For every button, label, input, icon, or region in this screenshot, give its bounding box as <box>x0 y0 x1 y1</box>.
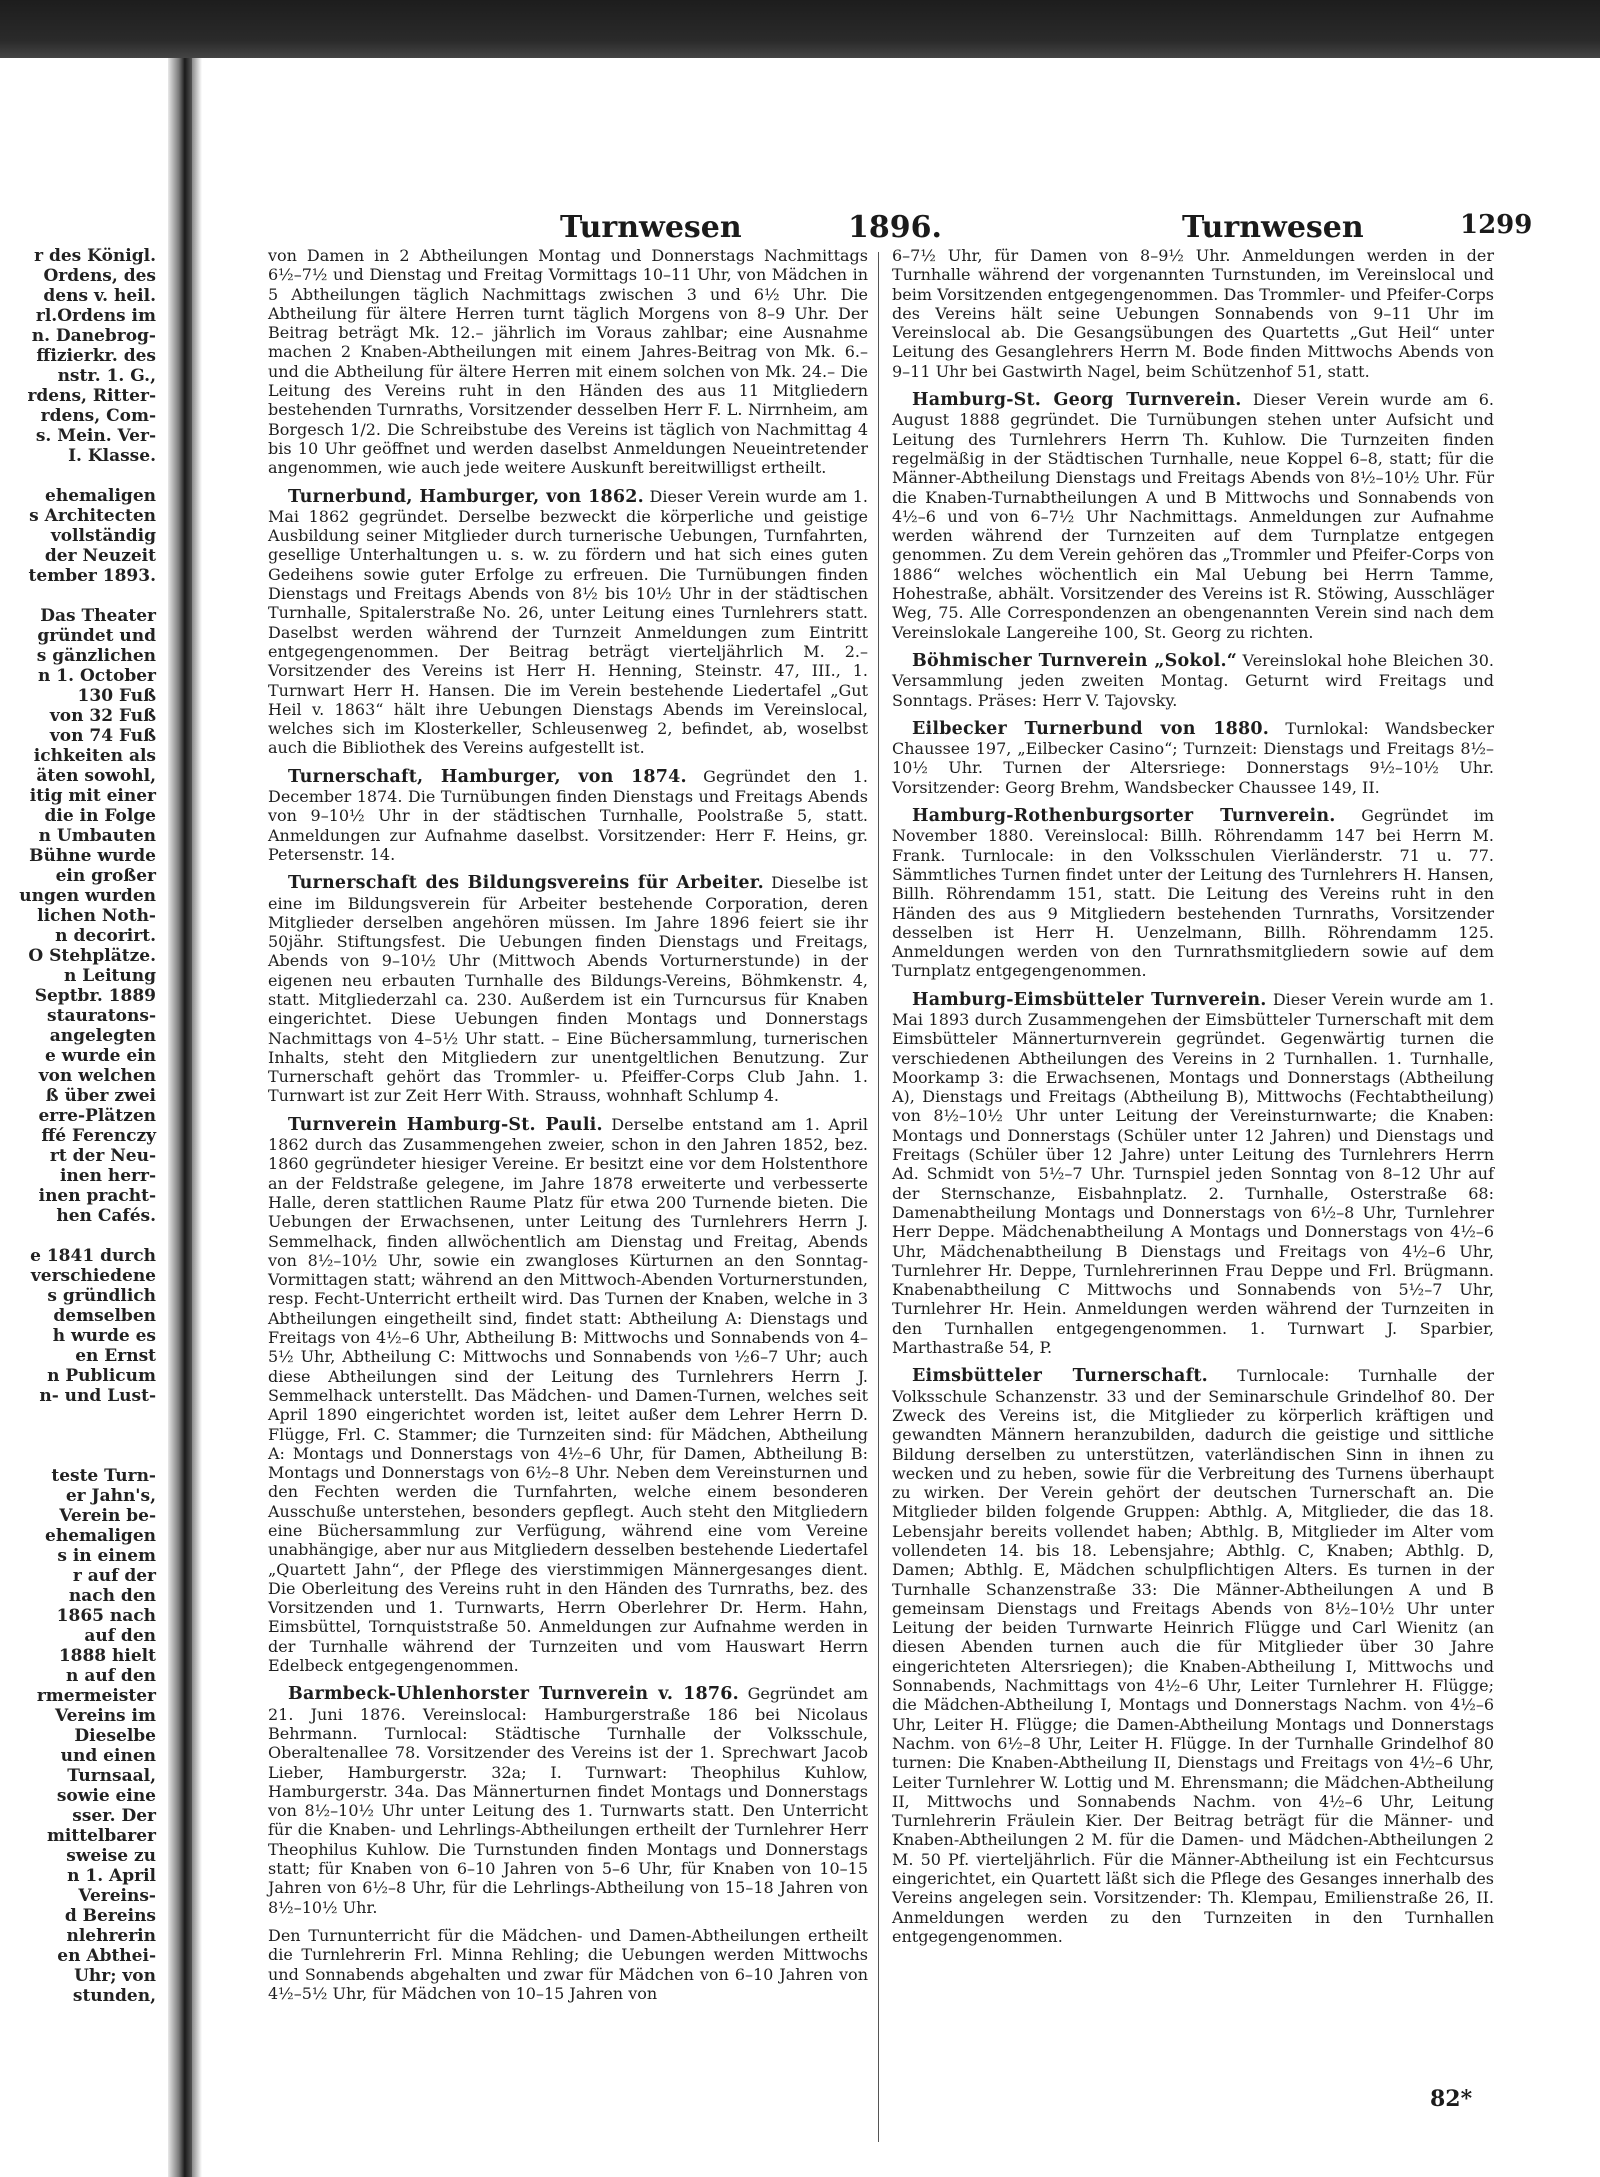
entry-paragraph <box>268 1684 868 1917</box>
entry-text: Turnlokal: Wandsbecker Chaussee 197, „Eilbecker Casino“; Turnzeit: Dienstags und Freitags 8½–10½ Uhr. Turnen der Altersriege: Donnerstags 9½–10½ Uhr. Vorsitzender: Georg Brehm, Wandsbecker Chaussee 149, II. <box>892 718 1495 797</box>
entry-title: Böhmischer Turnverein „Sokol.“ <box>912 650 1237 671</box>
entry-paragraph <box>268 767 868 864</box>
prev-page-gap <box>0 586 162 606</box>
book-gutter <box>168 58 192 2177</box>
signature-mark: 82* <box>1430 2086 1473 2112</box>
prev-page-line: Vereins im <box>55 1706 156 1726</box>
entry-paragraph <box>892 390 1494 642</box>
prev-page-line: nlehrerin <box>66 1926 156 1946</box>
prev-page-line: n Publicum <box>47 1366 156 1386</box>
prev-page-line: rdens, Com- <box>40 406 156 426</box>
prev-page-gap <box>0 1426 162 1446</box>
prev-page-line: ß über zwei <box>45 1086 156 1106</box>
entry-paragraph <box>892 246 1494 381</box>
running-head-year: 1896. <box>848 210 942 245</box>
prev-page-line: itig mit einer <box>29 786 156 806</box>
running-head-left: Turnwesen <box>560 210 742 245</box>
prev-page-line: tember 1893. <box>28 566 156 586</box>
prev-page-line: sowie eine <box>56 1786 156 1806</box>
prev-page-line: von 32 Fuß <box>49 706 156 726</box>
prev-page-gap <box>0 1446 162 1466</box>
entry-paragraph <box>892 719 1494 797</box>
prev-page-line: O Stehplätze. <box>28 946 156 966</box>
prev-page-line: Verein be- <box>59 1506 156 1526</box>
prev-page-line: n 1. October <box>38 666 156 686</box>
prev-page-line: n- und Lust- <box>39 1386 156 1406</box>
entry-title: Turnverein Hamburg-St. Pauli. <box>288 1114 603 1135</box>
prev-page-line: s Architecten <box>29 506 156 526</box>
prev-page-line: n Leitung <box>64 966 156 986</box>
prev-page-line: n. Danebrog- <box>31 326 156 346</box>
prev-page-line: e 1841 durch <box>30 1246 156 1266</box>
prev-page-line: auf den <box>84 1626 156 1646</box>
entry-text: Den Turnunterricht für die Mädchen- und Damen-Abtheilungen ertheilt die Turnlehrerin Frl. Minna Rehling; die Uebungen werden Mittwochs und Sonnabends abgehalten und zwar für Mädchen von 6–10 Jahren von 4½–5½ Uhr, für Mädchen von 10–15 Jahren von <box>268 1925 868 2003</box>
prev-page-line: 1865 nach <box>56 1606 156 1626</box>
prev-page-gap <box>0 466 162 486</box>
prev-page-line: d Bereins <box>64 1906 156 1926</box>
entry-paragraph <box>892 651 1494 710</box>
prev-page-line: ungen wurden <box>19 886 156 906</box>
prev-page-line: rmermeister <box>36 1686 156 1706</box>
prev-page-line: e wurde ein <box>45 1046 156 1066</box>
entry-paragraph <box>892 990 1494 1358</box>
prev-page-line: en Ernst <box>75 1346 156 1366</box>
prev-page-line: inen herr- <box>59 1166 156 1186</box>
left-column <box>268 246 868 2012</box>
entry-paragraph <box>892 806 1494 981</box>
column-divider <box>878 252 879 2142</box>
prev-page-line: äten sowohl, <box>36 766 156 786</box>
entry-text: von Damen in 2 Abtheilungen Montag und Donnerstags Nachmittags 6½–7½ und Dienstag und Freitag Vormittags 10–11 Uhr, von Mädchen in 5 Abtheilungen täglich Nachmittags zwischen 3 und 6½ Uhr. Die Abtheilung für ältere Herren turnt täglich Morgens von 8–9 Uhr. Der Beitrag beträgt Mk. 12.– jährlich im Voraus zahlbar; eine Ausnahme machen 2 Knaben-Abtheilungen mit einem Jahres-Beitrag von Mk. 6.– und die Abtheilung für ältere Herren mit einem solchen von Mk. 24.– Die Leitung des Vereins ruht in den Händen des aus 11 Mitgliedern bestehenden Turnraths, Vorsitzender desselben Herr F. L. Nirrnheim, am Borgesch 1/2. Die Schreibstube des Vereins ist täglich von Nachmittag 4 bis 10 Uhr geöffnet und werden daselbst Anmeldungen Neueintretender angenommen, wie auch jede weitere Auskunft bereitwilligst ertheilt. <box>268 246 868 478</box>
prev-page-line: von welchen <box>38 1066 156 1086</box>
prev-page-line: n decorirt. <box>55 926 156 946</box>
prev-page-line: rl.Ordens im <box>35 306 156 326</box>
entry-text: 6–7½ Uhr, für Damen von 8–9½ Uhr. Anmeldungen werden in der Turnhalle während der vorgenannten Turnstunden, im Vereinslocal und beim Vorsitzenden entgegengenommen. Das Trommler- und Pfeifer-Corps des Vereins hält seine Uebungen Sonnabends von 9–11 Uhr im Vereinslocal ab. Die Gesangsübungen des Quartetts „Gut Heil“ unter Leitung des Gesanglehrers Herrn M. Bode finden Mittwochs Abends von 9–11 Uhr bei Gastwirth Nagel, beim Schützenhof 51, statt. <box>892 246 1494 381</box>
prev-page-line: rdens, Ritter- <box>27 386 156 406</box>
prev-page-line: sweise zu <box>66 1846 156 1866</box>
entry-title: Barmbeck-Uhlenhorster Turnverein v. 1876. <box>288 1684 739 1705</box>
entry-text: Vereinslokal hohe Bleichen 30. Versammlung jeden zweiten Montag. Geturnt wird Freitags und Sonntags. Präses: Herr V. Tajovsky. <box>892 650 1494 710</box>
prev-page-gap <box>0 1406 162 1426</box>
prev-page-line: s gänzlichen <box>36 646 156 666</box>
prev-page-line: en Abthei- <box>57 1946 156 1966</box>
prev-page-line: er Jahn's, <box>65 1486 156 1506</box>
page-number: 1299 <box>1460 210 1533 240</box>
prev-page-line: Vereins- <box>78 1886 156 1906</box>
entry-text: Gegründet am 21. Juni 1876. Vereinslocal: Hamburgerstraße 186 bei Nicolaus Behrmann. Turnlocal: Städtische Turnhalle der Volksschule, Oberaltenallee 78. Vorsitzender des Vereins ist der 1. Sprechwart Jacob Lieber, Hamburgerstr. 32a; I. Turnwart: Theophilus Kuhlow, Hamburgerstr. 34a. Das Männerturnen findet Montags und Donnerstags von 8½–10½ Uhr unter Leitung des 1. Turnwarts statt. Den Unterricht für die Knaben- und Lehrlings-Abtheilungen ertheilt der Turnlehrer Herr Theophilus Kuhlow. Die Turnstunden finden Montags und Donnerstags statt; für Knaben von 6–10 Jahren von 5–6 Uhr, für Knaben von 10–15 Jahren von 6½–8 Uhr, für die Lehrlings-Abtheilung von 15–18 Jahren von 8½–10½ Uhr. <box>268 1684 868 1917</box>
prev-page-line: 130 Fuß <box>77 686 156 706</box>
prev-page-line: h wurde es <box>52 1326 156 1346</box>
prev-page-line: Ordens, des <box>43 266 156 286</box>
prev-page-line: lichen Noth- <box>37 906 156 926</box>
prev-page-line: mittelbarer <box>46 1826 156 1846</box>
prev-page-line: ffé Ferenczy <box>41 1126 156 1146</box>
previous-page-fragment <box>0 246 162 2046</box>
prev-page-line: gründet und <box>37 626 156 646</box>
prev-page-line: stauratons- <box>47 1006 156 1026</box>
entry-paragraph <box>892 1366 1494 1946</box>
prev-page-line: s. Mein. Ver- <box>35 426 156 446</box>
prev-page-line: die in Folge <box>44 806 156 826</box>
entry-title: Hamburg-Eimsbütteler Turnverein. <box>912 989 1267 1010</box>
prev-page-line: und einen <box>60 1746 156 1766</box>
prev-page-line: stunden, <box>72 1986 156 2006</box>
entry-text: Dieser Verein wurde am 1. Mai 1893 durch Zusammengehen der Eimsbütteler Turnerschaft mit dem Eimsbütteler Männerturnverein gegründet. Gegenwärtig turnen die verschiedenen Abtheilungen des Vereins in 2 Turnhallen. 1. Turnhalle, Moorkamp 3: die Erwachsenen, Montags und Donnerstags (Abtheilung A), Dienstags und Freitags (Abtheilung B), Mittwochs (Fechtabtheilung) von 8½–10½ Uhr unter Leitung der Vereinsturnwarte; die Knaben: Montags und Donnerstags (Schüler unter 12 Jahren) und Dienstags und Freitags (Schüler über 12 Jahre) unter Leitung des Turnlehrers Herrn Ad. Schmidt von 5½–7 Uhr. Turnspiel jeden Sonntag von 8–12 Uhr auf der Sternschanze, Eisbahnplatz. 2. Turnhalle, Osterstraße 68: Damenabtheilung Montags und Donnerstags von 6½–8 Uhr, Turnlehrer Herr Deppe. Mädchenabtheilung A Montags und Donnerstags von 4½–6 Uhr, Mädchenabtheilung B Dienstags und Freitags von 4½–6 Uhr, Turnlehrer Hr. Deppe, Turnlehrerinnen Frau Deppe und Frl. Brügmann. Knabenabtheilung C Mittwochs und Sonnabends von 5½–7 Uhr, Turnlehrer Hr. Hein. Anmeldungen werden während der Turnzeiten in den Turnhallen entgegengenommen. 1. Turnwart J. Sparbier, Marthastraße 54, P. <box>892 989 1495 1358</box>
prev-page-line: erre-Plätzen <box>38 1106 156 1126</box>
entry-paragraph <box>268 1115 868 1676</box>
entry-title: Turnerbund, Hamburger, von 1862. <box>288 486 644 507</box>
entry-text: Dieser Verein wurde am 6. August 1888 gegründet. Die Turnübungen stehen unter Aufsicht und Leitung des Turnlehrers Herrn Th. Kuhlow. Die Turnzeiten finden regelmäßig in der Städtischen Turnhalle, neue Koppel 6–8, statt; für die Männer-Abtheilung Dienstags und Freitags Abends von 8½–10½ Uhr. Für die Knaben-Turnabtheilungen A und B Mittwochs und Sonnabends von 4½–6 und von 6–7½ Uhr Nachmittags. Anmeldungen zur Aufnahme werden während der Turnzeiten auf dem Turnplatze entgegen genommen. Zu dem Verein gehören das „Trommler und Pfeifer-Corps von 1886“ welches wöchentlich ein Mal Uebung bei Herrn Tamme, Hohestraße, abhält. Vorsitzender des Vereins ist R. Stöwing, Ausschläger Weg, 75. Alle Correspondenzen an obengenannten Verein sind nach dem Vereinslokale Langereihe 100, St. Georg zu richten. <box>892 390 1495 642</box>
prev-page-line: sser. Der <box>72 1806 156 1826</box>
entry-title: Hamburg-St. Georg Turnverein. <box>912 390 1242 411</box>
prev-page-line: Dieselbe <box>74 1726 156 1746</box>
running-head-right: Turnwesen <box>1182 210 1364 245</box>
prev-page-line: s gründlich <box>47 1286 156 1306</box>
prev-page-line: Uhr; von <box>74 1966 156 1986</box>
prev-page-line: r auf der <box>72 1566 156 1586</box>
prev-page-line: rt der Neu- <box>49 1146 156 1166</box>
prev-page-line: inen pracht- <box>38 1186 156 1206</box>
running-head <box>210 210 1533 250</box>
prev-page-line: nstr. 1. G., <box>57 366 156 386</box>
prev-page-line: Turnsaal, <box>67 1766 156 1786</box>
prev-page-line: dens v. heil. <box>43 286 156 306</box>
scan-top-shadow <box>0 0 1600 58</box>
prev-page-line: der Neuzeit <box>44 546 156 566</box>
right-column <box>892 246 1494 1955</box>
prev-page-line: n Umbauten <box>38 826 156 846</box>
prev-page-line: ehemaligen <box>45 486 156 506</box>
entry-title: Turnerschaft des Bildungsvereins für Arbeiter. <box>288 873 764 894</box>
prev-page-line: teste Turn- <box>51 1466 156 1486</box>
prev-page-line: verschiedene <box>30 1266 156 1286</box>
prev-page-line: ichkeiten als <box>33 746 156 766</box>
prev-page-line: von 74 Fuß <box>49 726 156 746</box>
prev-page-line: angelegten <box>49 1026 156 1046</box>
prev-page-line: n auf den <box>66 1666 156 1686</box>
page <box>210 60 1600 2177</box>
prev-page-line: r des Königl. <box>34 246 156 266</box>
entry-text: Derselbe entstand am 1. April 1862 durch das Zusammengehen zweier, schon in den Jahren 1852, bez. 1860 gegründeter hiesiger Vereine. Er besitzt eine vor dem Holstenthore an der Feldstraße gelegene, im Jahre 1878 erweiterte und verbesserte Halle, deren stattlichen Raume Platz für etwa 200 Turnende bieten. Die Uebungen der Erwachsenen, unter Leitung des Turnlehrers Herrn J. Semmelhack, finden allwöchentlich am Dienstag und Freitag, Abends von 8½–10½ Uhr, sowie ein zwangloses Kürturnen an den Sonntag-Vormittagen statt; während an den Mittwoch-Abenden Vorturnerstunden, resp. Fecht-Unterricht ertheilt wird. Das Turnen der Knaben, welche in 3 Abtheilungen eingetheilt sind, findet statt: Abtheilung A: Dienstags und Freitags von 4½–6 Uhr, Abtheilung B: Mittwochs und Sonnabends von 4–5½ Uhr, Abtheilung C: Mittwochs und Sonnabends von ½6–7 Uhr; auch diese Abtheilungen sind der Leitung des Turnlehrers Herrn J. Semmelhack unterstellt. Das Mädchen- und Damen-Turnen, welches seit April 1890 eingerichtet worden ist, leitet außer dem Lehrer Herrn D. Flügge, Frl. C. Stammer; die Turnzeiten sind: für Mädchen, Abtheilung A: Montags und Donnerstags von 4½–6 Uhr, für Damen, Abtheilung B: Montags und Donnerstags von 6½–8 Uhr. Neben dem Vereinsturnen und den Fechten werden die Turnfahrten, welche einem besonderen Ausschuße unterstehen, besonders gepflegt. Auch steht den Mitgliedern eine Büchersammlung zur Verfügung, während eine vom Vereine unabhängige, aber nur aus Mitgliedern desselben bestehende Liedertafel „Quartett Jahn“, der Pflege des vierstimmigen Männergesanges dient. Die Oberleitung des Vereins ruht in den Händen des Turnraths, bez. des Vorsitzenden und 1. Turnwarts, Herrn Oberlehrer Dr. Herm. Hahn, Eimsbüttel, Tornquiststraße 50. Anmeldungen zur Aufnahme werden in der Turnhalle während der Turnzeiten und vom Hauswart Herrn Edelbeck entgegengenommen. <box>268 1114 868 1676</box>
entry-text: Dieser Verein wurde am 1. Mai 1862 gegründet. Derselbe bezweckt die körperliche und geistige Ausbildung seiner Mitglieder durch turnerische Uebungen, Turnfahrten, gesellige Unterhaltungen u. s. w. zu fördern und hat sich eines guten Gedeihens sowie guter Erfolge zu erfreuen. Die Turnübungen finden Dienstags und Freitags Abends von 8½ bis 10½ Uhr in der städtischen Turnhalle, Spitalerstraße No. 26, unter Leitung eines Turnlehrers statt. Daselbst werden während der Turnzeit Anmeldungen zum Eintritt entgegengenommen. Der Beitrag beträgt vierteljährlich M. 2.– Vorsitzender des Vereins ist Herr H. Henning, Steinstr. 47, III., 1. Turnwart Herr H. Hansen. Die im Verein bestehende Liedertafel „Gut Heil v. 1863“ hält ihre Uebungen Dienstags Abends im Vereinslocal, welches sich im Klosterkeller, Schleusenweg 2, befindet, ab, woselbst auch die Bibliothek des Vereins aufgestellt ist. <box>268 486 869 758</box>
entry-paragraph <box>268 246 868 478</box>
entry-paragraph <box>268 1926 868 2003</box>
entry-paragraph <box>268 873 868 1106</box>
entry-text: Dieselbe ist eine im Bildungsverein für Arbeiter bestehende Corporation, deren Mitglieder derselben angehören müssen. Im Jahre 1896 feiert sie ihr 50jähr. Stiftungsfest. Die Uebungen finden Dienstags und Freitags, Abends von 9–10½ Uhr (Mittwoch Abends Vorturnerstunde) in der eigenen neu erbauten Turnhalle des Bildungs-Vereins, Böhmkenstr. 4, statt. Mitgliederzahl ca. 230. Außerdem ist ein Turncursus für Knaben eingerichtet. Diese Uebungen finden Montags und Donnerstags Nachmittags von 4–5½ Uhr statt. – Eine Büchersammlung, turnerischen Inhalts, steht den Mitgliedern zur unentgeltlichen Benutzung. Zur Turnerschaft gehört das Trommler- u. Pfeiffer-Corps Club Jahn. 1. Turnwart ist zur Zeit Herr With. Strauss, wohnhaft Schlump 4. <box>268 873 868 1106</box>
prev-page-line: s in einem <box>57 1546 156 1566</box>
prev-page-line: vollständig <box>50 526 156 546</box>
prev-page-line: Das Theater <box>40 606 156 626</box>
prev-page-line: n 1. April <box>67 1866 156 1886</box>
prev-page-line: Bühne wurde <box>29 846 156 866</box>
prev-page-line: nach den <box>68 1586 156 1606</box>
prev-page-gap <box>0 1226 162 1246</box>
prev-page-line: hen Cafés. <box>56 1206 156 1226</box>
prev-page-line: 1888 hielt <box>58 1646 156 1666</box>
entry-title: Hamburg-Rothenburgsorter Turnverein. <box>912 806 1336 827</box>
prev-page-line: I. Klasse. <box>68 446 156 466</box>
prev-page-line: ein großer <box>55 866 156 886</box>
entry-title: Eimsbütteler Turnerschaft. <box>912 1366 1208 1387</box>
prev-page-line: ffizierkr. des <box>36 346 156 366</box>
entry-title: Turnerschaft, Hamburger, von 1874. <box>288 766 687 787</box>
entry-title: Eilbecker Turnerbund von 1880. <box>912 718 1269 739</box>
prev-page-line: ehemaligen <box>45 1526 156 1546</box>
entry-text: Gegründet im November 1880. Vereinslocal: Billh. Röhrendamm 147 bei Herrn M. Frank. Turnlocale: in den Volksschulen Vierländerstr. 71 u. 77. Sämmtliches Turnen findet unter der Leitung des Turnlehrers H. Hansen, Billh. Röhrendamm 151, statt. Die Leitung des Vereins ruht in den Händen des aus 9 Mitgliedern bestehenden Turnraths, Vorsitzender desselben ist Herr H. Uenzelmann, Billh. Röhrendamm 125. Anmeldungen werden von den Turnrathsmitgliedern sowie auf dem Turnplatz entgegengenommen. <box>892 806 1494 981</box>
entry-text: Turnlocale: Turnhalle der Volksschule Schanzenstr. 33 und der Seminarschule Grindelhof 80. Der Zweck des Vereins ist, die Mitglieder zu körperlich kräftigen und gewandten Männern heranzubilden, dadurch die geistige und sittliche Bildung derselben zu unterstützen, vaterländischen Sinn in ihnen zu wecken und zu heben, sowie für die Verbreitung des Turnens überhaupt zu wirken. Der Verein gehört der deutschen Turnerschaft an. Die Mitglieder bilden folgende Gruppen: Abthlg. A, Mitglieder, die das 18. Lebensjahr bereits vollendet haben; Abthlg. B, Mitglieder im Alter vom vollendeten 14. bis 18. Lebensjahre; Abthlg. C, Knaben; Abthlg. D, Damen; Abthlg. E, Mädchen schulpflichtigen Alters. Es turnen in der Turnhalle Schanzenstraße 33: Die Männer-Abtheilungen A und B gemeinsam Dienstags und Freitags Abends von 8½–10½ Uhr unter Leitung der beiden Turnwarte Heinrich Flügge und Carl Wienitz (an diesen Abenden turnen auch die für Mitglieder über 30 Jahre eingerichteten Altersriegen); die Knaben-Abtheilung I, Mittwochs und Sonnabends, Nachmittags von 4½–6 Uhr, Leiter Turnlehrer H. Flügge; die Mädchen-Abtheilung I, Montags und Donnerstags Nachm. von 4½–6 Uhr, Leiter H. Flügge; die Damen-Abtheilung Montags und Donnerstags Nachm. von 6½–8 Uhr, Leiter H. Flügge. In der Turnhalle Grindelhof 80 turnen: Die Knaben-Abtheilung II, Dienstags und Freitags von 4½–6 Uhr, Leiter Turnlehrer W. Lottig und M. Ehrensmann; die Mädchen-Abtheilung II, Mittwochs und Sonnabends Nachm. von 4½–6 Uhr, Leitung Turnlehrerin Fräulein Kier. Der Beitrag beträgt für die Männer- und Knaben-Abtheilungen 2 M. für die Damen- und Mädchen-Abtheilungen 2 M. 50 Pf. vierteljährlich. Für die Männer-Abtheilung ist ein Fechtcursus eingerichtet, ein Quartett läßt sich die Pflege des Gesanges innerhalb des Vereins angelegen sein. Vorsitzender: Th. Klempau, Emilienstraße 26, II. Anmeldungen werden zu den Turnzeiten in den Turnhallen entgegengenommen. <box>892 1366 1494 1946</box>
entry-paragraph <box>268 487 868 758</box>
gutter-shadow <box>192 58 202 2177</box>
prev-page-line: demselben <box>53 1306 156 1326</box>
entry-text: Gegründet den 1. December 1874. Die Turnübungen finden Dienstags und Freitags Abends von 9–10½ Uhr in der städtischen Turnhalle, Poolstraße 5, statt. Anmeldungen zur Aufnahme daselbst. Vorsitzender: Herr F. Heins, gr. Petersenstr. 14. <box>268 766 868 864</box>
prev-page-line: Septbr. 1889 <box>34 986 156 1006</box>
